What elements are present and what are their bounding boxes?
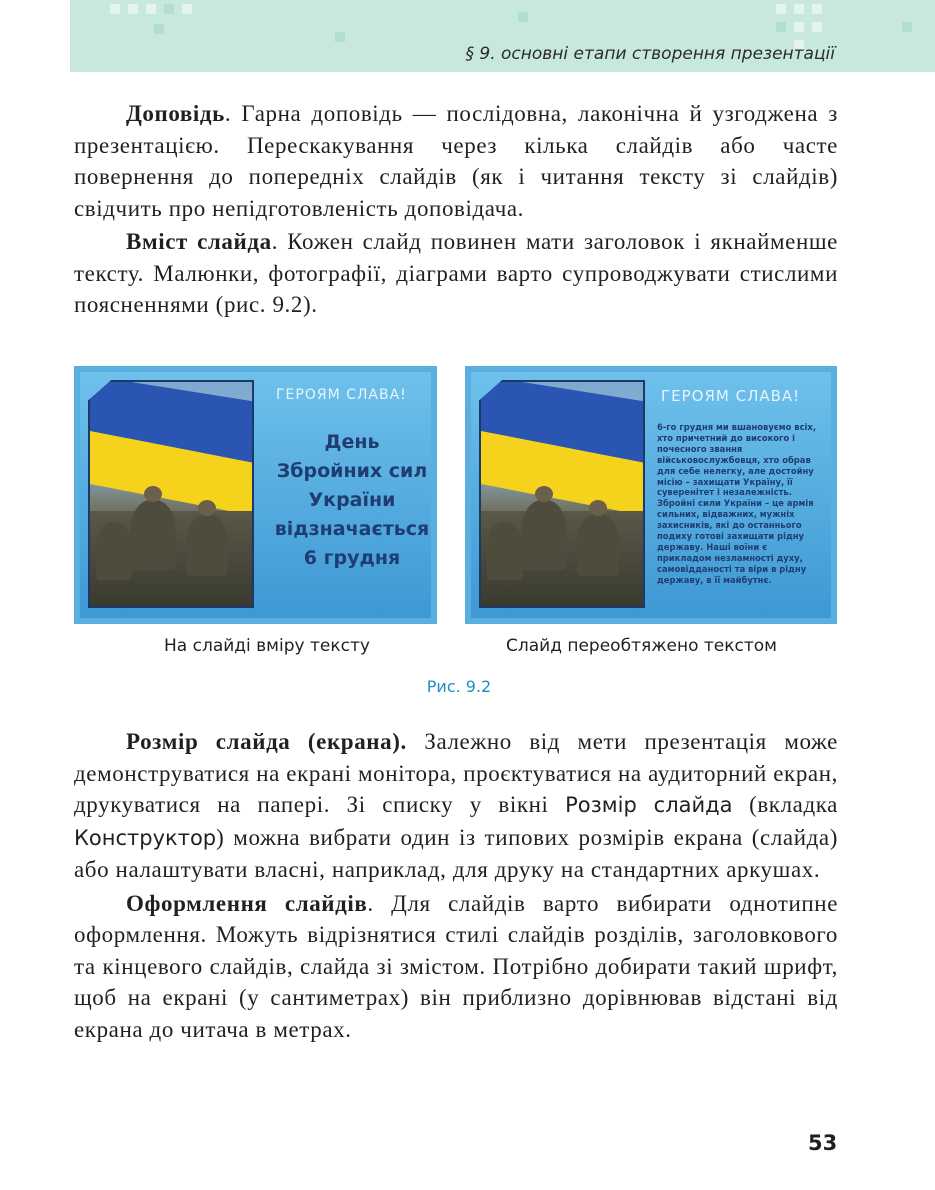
- figure-caption-left: На слайді вміру тексту: [164, 636, 370, 656]
- decor-square: [812, 22, 822, 32]
- soldier-head: [589, 500, 607, 516]
- decor-square: [146, 4, 156, 14]
- soldier-figure: [521, 500, 567, 570]
- decor-square: [902, 22, 912, 32]
- paragraph-slide-size-text: (вкладка: [732, 792, 838, 817]
- decor-square: [154, 24, 164, 34]
- figure-label: Рис. 9.2: [426, 677, 492, 696]
- decor-square: [776, 22, 786, 32]
- term-slide-content: Вміст слайда: [126, 229, 272, 254]
- decor-square: [794, 4, 804, 14]
- soldier-head: [535, 486, 553, 502]
- soldier-head: [198, 500, 216, 516]
- decor-square: [110, 4, 120, 14]
- soldiers-flag-photo: [479, 380, 645, 608]
- soldier-figure: [577, 514, 619, 576]
- term-report: Доповідь: [126, 101, 225, 126]
- figure-caption-right: Слайд переобтяжено текстом: [506, 636, 777, 656]
- soldiers-flag-photo: [88, 380, 254, 608]
- paragraph-slide-size-text: ) можна вибрати один із типових розмірів екрана (слайда) або налаштувати власні, наприклад, для друку на стандартних аркушах.: [74, 824, 838, 882]
- page-number: 53: [808, 1131, 838, 1155]
- slide-heading: ГЕРОЯМ СЛАВА!: [661, 387, 801, 405]
- text-block-top: [74, 98, 838, 321]
- paragraph-report-text: . Гарна доповідь — послідовна, лаконічна й узгоджена з презентацією. Перескакування через кілька слайдів або часте повернення до попередніх слайдів (як і читання тексту зі слайдів) свідчить про непідготовленість доповідача.: [74, 101, 838, 221]
- paragraph-slide-content: [74, 226, 838, 321]
- slide-heading: ГЕРОЯМ СЛАВА!: [276, 387, 407, 403]
- slide-example-left: [74, 366, 437, 624]
- decor-square: [164, 4, 174, 14]
- text-block-bottom: [74, 726, 838, 1045]
- decor-square: [128, 4, 138, 14]
- soldier-figure: [186, 514, 228, 576]
- ui-term-designer: Конструктор: [74, 825, 217, 850]
- soldier-figure: [487, 522, 523, 580]
- soldier-figure: [96, 522, 132, 580]
- term-slide-size: Розмір слайда (екрана).: [126, 729, 407, 754]
- ui-term-slide-size: Розмір слайда: [565, 793, 733, 817]
- decor-square: [335, 32, 345, 42]
- paragraph-report: [74, 98, 838, 224]
- slide-body-text: 6-го грудня ми вшановуємо всіх, хто причетний до високого і почесного звання військовослужбовця, хто обрав для себе нелегку, але достойну місію – захищати Україну, її суверенітет і незалежність. Збройні сили України – це армія сильних, відважних, мужніх захисників, які до останнього подиху готові захищати рідну державу. Наші воїни є прикладом незламності духу, самовідданості та віри в рідну державу, в її майбутнє.: [657, 422, 816, 585]
- decor-square: [776, 4, 786, 14]
- paragraph-slide-content-text: . Кожен слайд повинен мати заголовок і якнайменше тексту. Малюнки, фотографії, діаграми варто супроводжувати стислими поясненнями (рис. 9.2).: [74, 229, 838, 317]
- slide-example-right: [465, 366, 837, 624]
- decor-square: [518, 12, 528, 22]
- decor-square: [812, 4, 822, 14]
- soldier-figure: [130, 500, 176, 570]
- term-slide-design: Оформлення слайдів: [126, 890, 368, 916]
- paragraph-slide-design-text: . Для слайдів варто вибирати однотипне оформлення. Можуть відрізнятися стилі слайдів розділів, заголовкового та кінцевого слайдів, слайда зі змістом. Потрібно добирати такий шрифт, щоб на екрані (у сантиметрах) він приблизно дорівнював відстані від екрана до читача в метрах.: [74, 890, 838, 1042]
- slide-background: [80, 372, 431, 618]
- paragraph-slide-design: [74, 888, 838, 1046]
- paragraph-slide-size: [74, 726, 838, 886]
- paragraph-slide-size-text: Залежно від мети презентація може демонструватися на екрані монітора, проєктуватися на аудиторний екран, друкуватися на папері. Зі списку у вікні: [74, 729, 838, 817]
- slide-background: [471, 372, 831, 618]
- slide-body-text: День Збройних сил України відзначається 6 грудня: [274, 431, 430, 569]
- section-header-title: § 9. основні етапи створення презентації: [465, 44, 835, 64]
- decor-square: [794, 22, 804, 32]
- decor-square: [182, 4, 192, 14]
- soldier-head: [144, 486, 162, 502]
